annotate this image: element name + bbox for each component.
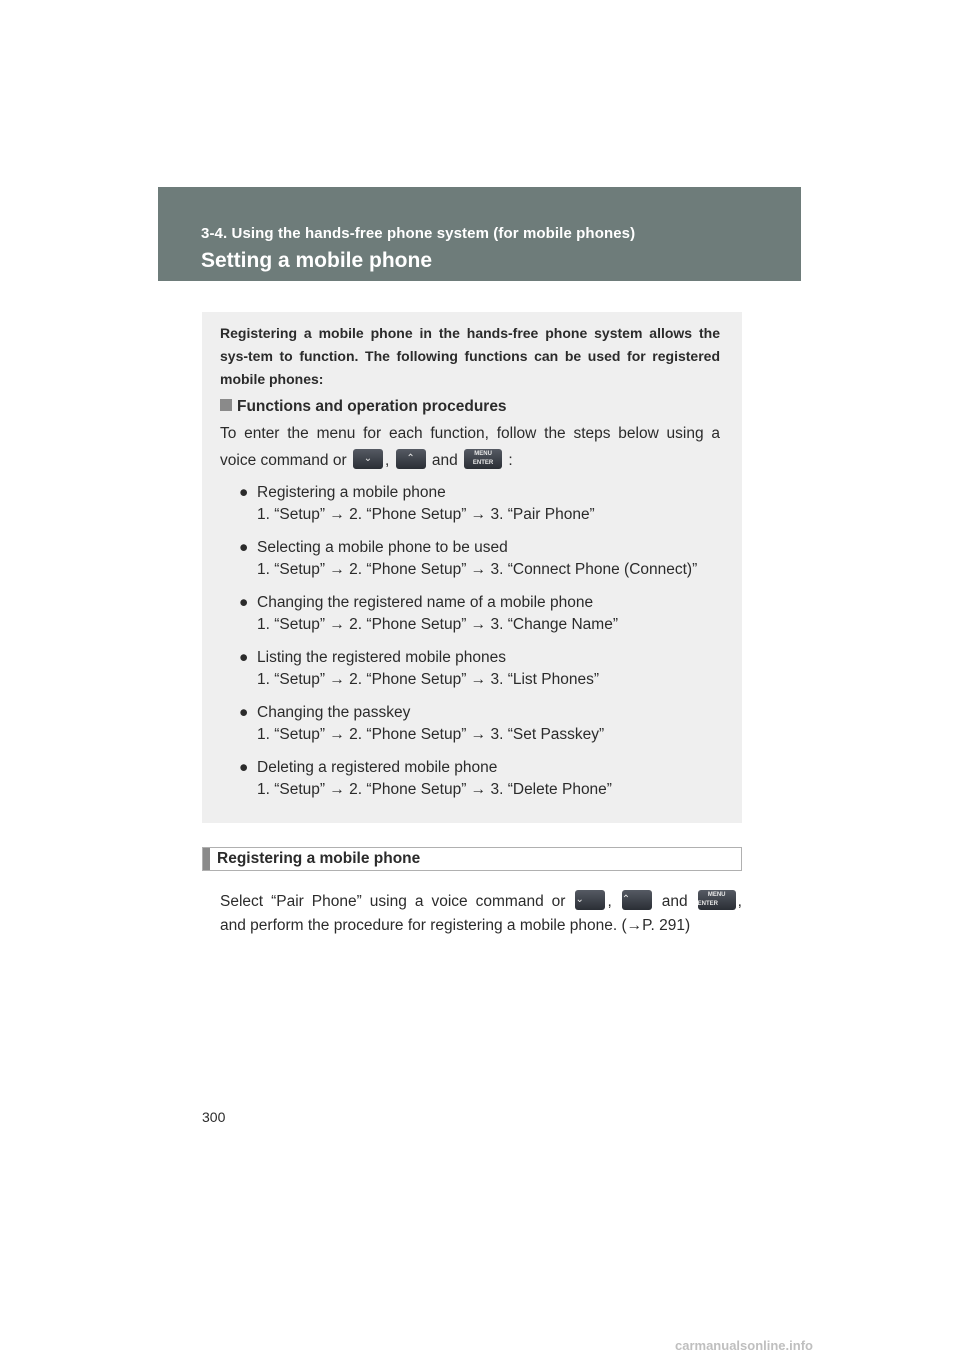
lead-line-1: To enter the menu for each function, follow the steps below using a — [220, 425, 720, 442]
bullet-icon: ● — [239, 539, 249, 556]
registering-section-heading — [202, 847, 742, 871]
bullet-icon: ● — [239, 759, 249, 776]
item-title: Deleting a registered mobile phone — [257, 759, 498, 776]
registering-comma-2: , — [737, 893, 742, 910]
lead-comma: , — [384, 452, 390, 469]
function-list — [239, 482, 719, 812]
lead-colon: : — [508, 452, 513, 469]
registering-and: and — [661, 893, 688, 910]
lead-and: and — [431, 452, 458, 469]
header-band — [158, 187, 801, 281]
intro-box — [202, 312, 742, 823]
chevron-up-icon: ⌃ — [396, 449, 426, 469]
chevron-down-icon: ⌄ — [353, 449, 383, 469]
item-path: 1. “Setup” → 2. “Phone Setup” → 3. “List Phones” — [257, 671, 600, 688]
functions-subheading — [220, 398, 507, 416]
item-title: Listing the registered mobile phones — [257, 649, 507, 666]
menu-enter-icon: MENU ENTER — [698, 890, 736, 910]
page-title: Setting a mobile phone — [201, 249, 433, 272]
chevron-up-icon: ⌃ — [622, 890, 652, 910]
list-item — [239, 647, 719, 702]
bullet-icon: ● — [239, 649, 249, 666]
registering-comma: , — [607, 893, 612, 910]
menu-enter-icon: MENU ENTER — [464, 449, 502, 469]
item-path: 1. “Setup” → 2. “Phone Setup” → 3. “Connect Phone (Connect)” — [257, 561, 698, 578]
registering-line-1 — [220, 890, 742, 914]
list-item — [239, 592, 719, 647]
list-item — [239, 537, 719, 592]
item-path: 1. “Setup” → 2. “Phone Setup” → 3. “Set Passkey” — [257, 726, 605, 743]
item-title: Registering a mobile phone — [257, 484, 446, 501]
item-path: 1. “Setup” → 2. “Phone Setup” → 3. “Pair Phone” — [257, 506, 595, 523]
item-title: Changing the passkey — [257, 704, 411, 721]
heading-bar — [203, 848, 210, 870]
list-item — [239, 702, 719, 757]
bullet-icon: ● — [239, 484, 249, 501]
chevron-down-icon: ⌄ — [575, 890, 605, 910]
functions-subheading-text: Functions and operation procedures — [237, 398, 507, 415]
page-number: 300 — [202, 1109, 226, 1125]
lead-line-2 — [220, 447, 720, 474]
bullet-icon: ● — [239, 594, 249, 611]
item-title: Changing the registered name of a mobile phone — [257, 594, 594, 611]
section-label: 3-4. Using the hands-free phone system (for mobile phones) — [201, 225, 636, 242]
registering-line-2: and perform the procedure for registering a mobile phone. (→P. 291) — [220, 917, 691, 934]
item-title: Selecting a mobile phone to be used — [257, 539, 508, 556]
intro-text: Registering a mobile phone in the hands-free phone system allows the sys-tem to function. The following functions can be used for registered mobile phones: — [220, 325, 720, 387]
item-path: 1. “Setup” → 2. “Phone Setup” → 3. “Change Name” — [257, 616, 618, 633]
registering-body — [220, 890, 742, 938]
list-item — [239, 482, 719, 537]
lead-paragraph — [220, 420, 720, 474]
watermark: carmanualsonline.info — [675, 1338, 813, 1353]
list-item — [239, 757, 719, 812]
square-marker-icon — [220, 399, 232, 411]
registering-prefix: Select “Pair Phone” using a voice command or — [220, 893, 566, 910]
registering-heading-text: Registering a mobile phone — [217, 850, 421, 867]
lead-prefix: voice command or — [220, 452, 347, 469]
item-path: 1. “Setup” → 2. “Phone Setup” → 3. “Delete Phone” — [257, 781, 612, 798]
bullet-icon: ● — [239, 704, 249, 721]
